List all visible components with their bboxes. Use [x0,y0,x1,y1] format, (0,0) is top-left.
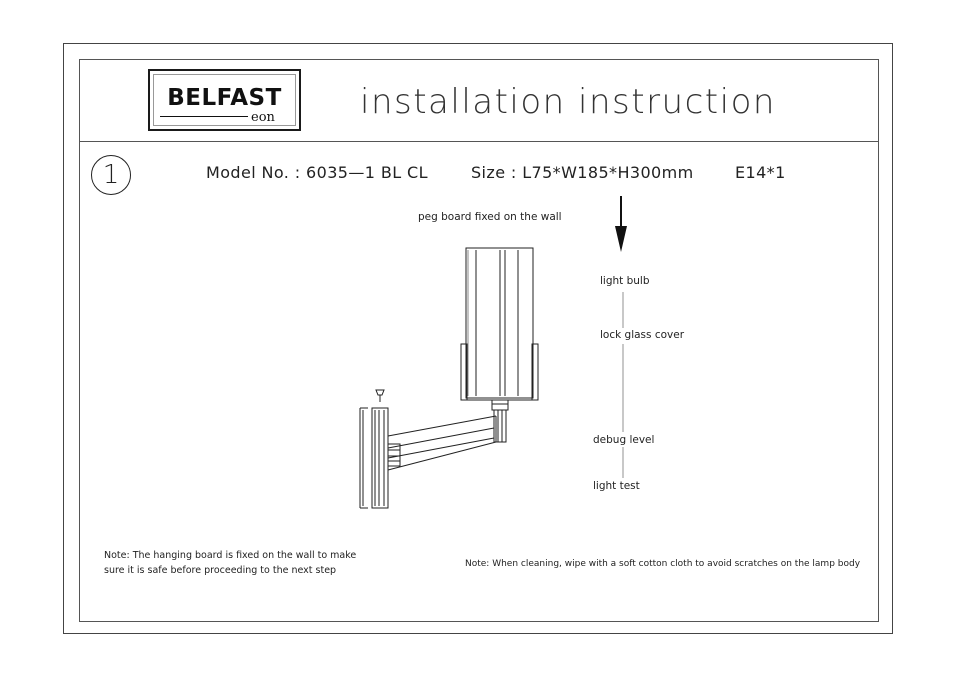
logo-underline [160,116,248,117]
size-spec: Size : L75*W185*H300mm [471,163,694,182]
logo-sub-text: eon [251,110,275,125]
label-light-bulb: light bulb [600,275,650,287]
logo-brand-text: BELFAST [167,85,282,111]
label-debug-level: debug level [593,434,655,446]
bulb-spec: E14*1 [735,163,786,182]
note-left [104,548,356,578]
brand-logo [148,69,301,131]
label-peg-board: peg board fixed on the wall [418,211,562,223]
note-left-line-1: Note: The hanging board is fixed on the wall to make [104,550,357,561]
note-right: Note: When cleaning, wipe with a soft cotton cloth to avoid scratches on the lamp body [465,559,861,569]
label-light-test: light test [593,480,640,492]
step-number-badge [91,155,131,195]
model-number: Model No. : 6035—1 BL CL [206,163,428,182]
label-lock-glass-cover: lock glass cover [600,329,685,341]
header-divider [79,141,879,142]
step-number: 1 [102,160,120,190]
inner-border [79,59,879,622]
note-left-line-2: sure it is safe before proceeding to the next step [104,565,337,576]
page-title: installation instruction [360,82,776,122]
